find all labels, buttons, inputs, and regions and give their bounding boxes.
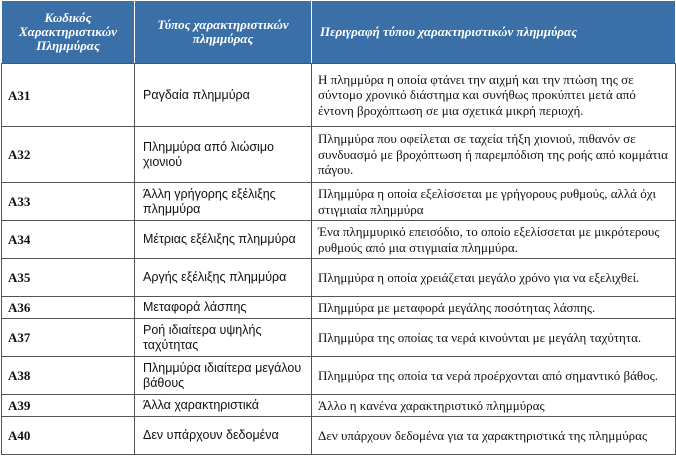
cell-code: A32 bbox=[2, 127, 135, 183]
table-row bbox=[2, 357, 676, 395]
table-row bbox=[2, 259, 676, 297]
cell-code: A36 bbox=[2, 297, 135, 319]
cell-description: Πλημμύρα της οποία τα νερά προέρχονται από σημαντικό βάθος. bbox=[312, 357, 676, 395]
cell-type: Πλημμύρα από λιώσιμο χιονιού bbox=[135, 127, 312, 183]
table-header-row bbox=[2, 1, 676, 64]
cell-type: Μέτριας εξέλιξης πλημμύρα bbox=[135, 221, 312, 259]
cell-type: Μεταφορά λάσπης bbox=[135, 297, 312, 319]
cell-description: Πλημμύρα η οποία εξελίσσεται με γρήγορους ρυθμούς, αλλά όχι στιγμιαία πλημμύρα bbox=[312, 183, 676, 221]
cell-type: Άλλα χαρακτηριστικά bbox=[135, 395, 312, 417]
table-row bbox=[2, 127, 676, 183]
cell-code: A33 bbox=[2, 183, 135, 221]
cell-description: Δεν υπάρχουν δεδομένα για τα χαρακτηριστικά της πλημμύρας bbox=[312, 417, 676, 455]
cell-description: Πλημμύρα η οποία χρειάζεται μεγάλο χρόνο για να εξελιχθεί. bbox=[312, 259, 676, 297]
cell-code: A37 bbox=[2, 319, 135, 357]
header-code: Κωδικός Χαρακτηριστικών Πλημμύρας bbox=[2, 1, 135, 64]
cell-code: A31 bbox=[2, 64, 135, 127]
table-row bbox=[2, 297, 676, 319]
cell-type: Ραγδαία πλημμύρα bbox=[135, 64, 312, 127]
cell-code: A34 bbox=[2, 221, 135, 259]
table-row bbox=[2, 64, 676, 127]
cell-type: Πλημμύρα ιδιαίτερα μεγάλου βάθους bbox=[135, 357, 312, 395]
flood-characteristics-table bbox=[1, 0, 676, 455]
cell-description: Πλημμύρα με μεταφορά μεγάλης ποσότητας λάσπης. bbox=[312, 297, 676, 319]
cell-code: A40 bbox=[2, 417, 135, 455]
cell-type: Ροή ιδιαίτερα υψηλής ταχύτητας bbox=[135, 319, 312, 357]
table-row bbox=[2, 221, 676, 259]
table-row bbox=[2, 395, 676, 417]
cell-description: Η πλημμύρα η οποία φτάνει την αιχμή και την πτώση της σε σύντομο χρονικό διάστημα και συνήθως προκύπτει μετά από έντονη βροχόπτωση σε μια σχετικά μικρή περιοχή. bbox=[312, 64, 676, 127]
cell-description: Πλημμύρα που οφείλεται σε ταχεία τήξη χιονιού, πιθανόν σε συνδυασμό με βροχόπτωση ή παρεμπόδιση της ροής από κομμάτια πάγου. bbox=[312, 127, 676, 183]
cell-type: Δεν υπάρχουν δεδομένα bbox=[135, 417, 312, 455]
table-row bbox=[2, 417, 676, 455]
cell-code: A39 bbox=[2, 395, 135, 417]
table-row bbox=[2, 319, 676, 357]
cell-description: Άλλο η κανένα χαρακτηριστικό πλημμύρας bbox=[312, 395, 676, 417]
cell-code: A35 bbox=[2, 259, 135, 297]
cell-description: Πλημμύρα της οποίας τα νερά κινούνται με μεγάλη ταχύτητα. bbox=[312, 319, 676, 357]
cell-description: Ένα πλημμυρικό επεισόδιο, το οποίο εξελίσσεται με μικρότερους ρυθμούς από μια στιγμιαία πλημμύρα. bbox=[312, 221, 676, 259]
header-description: Περιγραφή τύπου χαρακτηριστικών πλημμύρας bbox=[312, 1, 676, 64]
cell-code: A38 bbox=[2, 357, 135, 395]
cell-type: Αργής εξέλιξης πλημμύρα bbox=[135, 259, 312, 297]
header-type: Τύπος χαρακτηριστικών πλημμύρας bbox=[135, 1, 312, 64]
table-row bbox=[2, 183, 676, 221]
cell-type: Άλλη γρήγορης εξέλιξης πλημμύρα bbox=[135, 183, 312, 221]
